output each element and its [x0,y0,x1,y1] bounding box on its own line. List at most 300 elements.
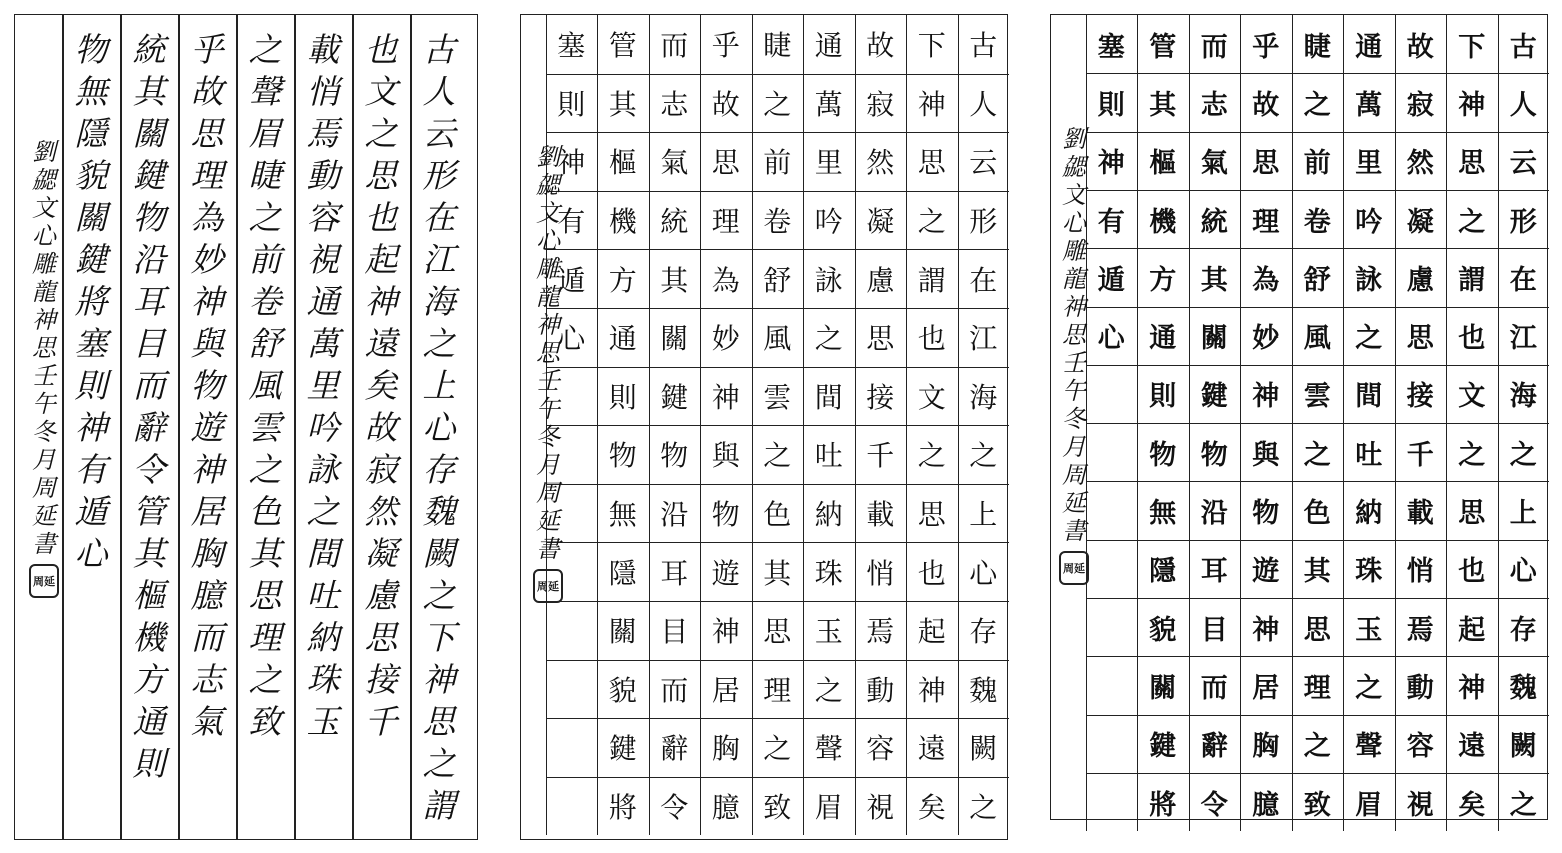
grid-cell: 機 [1149,206,1177,238]
calligraphy-char: 目 [132,324,166,363]
grid-cell: 海 [1509,381,1537,413]
calligraphy-char: 悄 [306,72,340,111]
grid-cell: 神 [917,673,946,707]
grid-cell: 思 [866,322,895,356]
signature-char: 雕 [536,255,560,283]
row-rule [546,718,1010,719]
grid-cell: 物 [711,498,740,532]
row-rule [1086,423,1550,424]
calligraphy-char: 辭 [132,408,166,447]
grid-cell: 致 [1303,789,1331,821]
grid-cell: 之 [1509,439,1537,471]
row-rule [546,660,1010,661]
grid-cell: 貌 [608,673,637,707]
seal-stamp: 周延 [1059,551,1089,585]
grid-cell: 妙 [711,322,740,356]
calligraphy-char: 珠 [306,660,340,699]
grid-cell: 焉 [866,615,895,649]
grid-cell: 載 [1406,498,1434,530]
grid-cell: 耳 [660,556,689,590]
calligraphy-char: 寂 [364,450,398,489]
signature-char: 龍 [536,283,560,311]
column-rule [410,15,412,839]
grid-cell: 之 [763,87,792,121]
grid-cell: 納 [814,498,843,532]
grid-cell: 古 [1509,31,1537,63]
signature-char: 心 [1062,209,1086,237]
grid-cell: 江 [969,322,998,356]
grid-cell: 辭 [660,732,689,766]
calligraphy-char: 載 [306,30,340,69]
calligraphy-char: 乎 [190,30,224,69]
grid-cell: 物 [660,439,689,473]
grid-cell: 視 [1406,789,1434,821]
grid-cell: 管 [1149,31,1177,63]
grid-cell: 納 [1355,498,1383,530]
grid-cell: 悄 [1406,556,1434,588]
calligraphy-char: 闕 [422,534,456,573]
grid-cell: 方 [1149,264,1177,296]
calligraphy-char: 然 [364,492,398,531]
grid-cell: 之 [917,439,946,473]
signature-char: 思 [536,339,560,367]
signature-char: 文 [1062,181,1086,209]
grid-cell [1086,773,1138,831]
grid-cell: 寂 [1406,89,1434,121]
signature-char: 書 [1062,517,1086,545]
row-rule [546,308,1010,309]
calligraphy-char: 關 [74,198,108,237]
calligraphy-char: 接 [364,660,398,699]
signature-char: 冬 [1062,405,1086,433]
calligraphy-char: 耳 [132,282,166,321]
grid-cell: 雲 [763,380,792,414]
calligraphy-char: 思 [422,702,456,741]
calligraphy-char: 下 [422,618,456,657]
text-column [245,30,285,747]
signature-char: 雕 [1062,237,1086,265]
calligraphy-char: 也 [364,30,398,69]
grid-cell [546,777,598,836]
calligraphy-char: 塞 [74,324,108,363]
column-rule [178,15,180,839]
signature-char: 月 [536,451,560,479]
calligraphy-char: 機 [132,618,166,657]
calligraphy-char: 志 [190,660,224,699]
calligraphy-char: 則 [74,366,108,405]
calligraphy-char: 胸 [190,534,224,573]
grid-cell [1086,540,1138,598]
grid-cell: 上 [1509,498,1537,530]
calligraphy-char: 古 [422,30,456,69]
grid-cell: 與 [711,439,740,473]
grid-cell: 起 [1458,614,1486,646]
grid-cell: 氣 [1200,148,1228,180]
grid-cell: 思 [1458,148,1486,180]
column-rule [352,15,354,839]
grid-cell: 居 [711,673,740,707]
row-rule [546,601,1010,602]
grid-cell: 視 [866,791,895,825]
grid-cell: 睫 [763,29,792,63]
signature-char: 壬 [1062,349,1086,377]
grid-cell: 心 [1097,323,1125,355]
grid-cell: 色 [1303,498,1331,530]
grid-cell: 慮 [866,263,895,297]
grid-cell: 而 [660,29,689,63]
grid-cell: 之 [814,673,843,707]
calligraphy-char: 也 [364,198,398,237]
grid-cell: 思 [1252,148,1280,180]
grid-cell: 妙 [1252,323,1280,355]
calligraphy-char: 起 [364,240,398,279]
calligraphy-char: 之 [364,114,398,153]
grid-cell: 志 [1200,89,1228,121]
signature-char: 文 [32,194,56,222]
calligraphy-char: 為 [190,198,224,237]
grid-cell: 目 [1200,614,1228,646]
grid-cell: 遠 [917,732,946,766]
grid-cell: 機 [608,205,637,239]
grid-cell: 焉 [1406,614,1434,646]
grid-cell: 遊 [711,556,740,590]
calligraphy-char: 統 [132,30,166,69]
signature-char: 劉 [1062,125,1086,153]
row-rule [546,777,1010,778]
grid-cell: 樞 [1149,148,1177,180]
calligraphy-char: 思 [190,114,224,153]
grid-cell: 故 [866,29,895,63]
row-rule [1086,656,1550,657]
calligraphy-char: 慮 [364,576,398,615]
grid-cell: 之 [969,791,998,825]
grid-cell: 悄 [866,556,895,590]
calligraphy-char: 視 [306,240,340,279]
grid-cell: 之 [763,439,792,473]
calligraphy-char: 管 [132,492,166,531]
calligraphy-char: 思 [364,156,398,195]
calligraphy-char: 沿 [132,240,166,279]
calligraphy-char: 氣 [190,702,224,741]
calligraphy-char: 文 [364,72,398,111]
grid-cell: 起 [917,615,946,649]
grid-cell: 沿 [1200,498,1228,530]
grid-cell: 思 [763,615,792,649]
grid-cell: 風 [763,322,792,356]
grid-cell: 其 [1303,556,1331,588]
calligraphy-char: 方 [132,660,166,699]
grid-cell: 辭 [1200,731,1228,763]
calligraphy-char: 千 [364,702,398,741]
row-rule [546,542,1010,543]
grid-cell: 人 [1509,89,1537,121]
grid-cell: 云 [969,146,998,180]
grid-cell: 物 [608,439,637,473]
grid-cell: 魏 [969,673,998,707]
signature-char: 書 [536,535,560,563]
row-rule [1086,365,1550,366]
signature-char: 神 [536,311,560,339]
grid-cell: 關 [1149,672,1177,704]
signature-char: 月 [32,446,56,474]
calligraphy-char: 貌 [74,156,108,195]
calligraphy-char: 存 [422,450,456,489]
calligraphy-char: 間 [306,534,340,573]
calligraphy-char: 色 [248,492,282,531]
calligraphy-char: 神 [190,450,224,489]
calligraphy-char: 思 [248,576,282,615]
signature-char: 周 [32,474,56,502]
grid-cell: 色 [763,498,792,532]
grid-cell: 物 [1149,439,1177,471]
grid-cell: 塞 [1097,31,1125,63]
grid-cell: 統 [660,205,689,239]
grid-cell: 致 [763,791,792,825]
grid-cell: 其 [660,263,689,297]
grid-cell: 遊 [1252,556,1280,588]
column-rule [236,15,238,839]
signature-char: 午 [536,395,560,423]
grid-cell: 物 [1252,498,1280,530]
grid-cell: 氣 [660,146,689,180]
grid-cell: 凝 [1406,206,1434,238]
grid-cell: 其 [608,87,637,121]
calligraphy-char: 吐 [306,576,340,615]
grid-cell: 思 [711,146,740,180]
grid-cell: 樞 [608,146,637,180]
calligraphy-char: 吟 [306,408,340,447]
grid-cell: 也 [1458,556,1486,588]
grid-cell: 人 [969,87,998,121]
calligraphy-char: 居 [190,492,224,531]
grid-cell: 魏 [1509,672,1537,704]
calligraphy-char: 凝 [364,534,398,573]
grid-cell: 思 [917,146,946,180]
calligraphy-char: 風 [248,366,282,405]
calligraphy-char: 理 [248,618,282,657]
grid-cell: 而 [1200,672,1228,704]
grid-cell: 也 [1458,323,1486,355]
grid-cell: 間 [814,380,843,414]
grid-cell: 乎 [1252,31,1280,63]
grid-cell: 神 [557,146,586,180]
grid-cell: 容 [1406,731,1434,763]
grid-cell: 神 [711,615,740,649]
grid-cell: 載 [866,498,895,532]
calligraphy-char: 詠 [306,450,340,489]
signature-char: 心 [536,227,560,255]
grid-cell: 慮 [1406,264,1434,296]
grid-cell: 心 [557,322,586,356]
grid-cell: 其 [763,556,792,590]
signature-char: 周 [1062,461,1086,489]
grid-cell [546,601,598,660]
row-rule [1086,540,1550,541]
calligraphy-char: 形 [422,156,456,195]
grid-cell: 吟 [1355,206,1383,238]
grid-cell: 謂 [917,263,946,297]
grid-cell: 之 [814,322,843,356]
regular-script-panel [520,14,1008,840]
grid-cell: 神 [711,380,740,414]
grid-cell: 與 [1252,439,1280,471]
grid-cell: 之 [969,439,998,473]
grid-cell: 為 [1252,264,1280,296]
grid-cell: 下 [917,29,946,63]
grid-cell: 之 [763,732,792,766]
grid-cell: 海 [969,380,998,414]
column-rule [294,15,296,839]
grid-cell: 遁 [1097,264,1125,296]
grid-cell: 令 [660,791,689,825]
grid-cell: 謂 [1458,264,1486,296]
grid-cell: 之 [1355,323,1383,355]
signature [531,145,565,603]
calligraphy-char: 物 [132,198,166,237]
grid-cell: 神 [1252,381,1280,413]
text-column [71,30,111,579]
calligraphy-char: 之 [248,450,282,489]
grid-cell [546,660,598,719]
row-rule [546,425,1010,426]
grid-cell: 之 [1303,89,1331,121]
grid-cell: 眉 [814,791,843,825]
calligraphy-char: 容 [306,198,340,237]
calligraphy-char: 神 [422,660,456,699]
calligraphy-char: 謂 [422,786,456,825]
row-rule [1086,190,1550,191]
grid-cell: 理 [763,673,792,707]
calligraphy-char: 臆 [190,576,224,615]
grid-cell: 關 [660,322,689,356]
grid-cell: 在 [1509,264,1537,296]
grid-cell: 然 [866,146,895,180]
calligraphy-char: 之 [248,30,282,69]
grid-cell: 乎 [711,29,740,63]
calligraphy-char: 之 [306,492,340,531]
grid-cell: 吟 [814,205,843,239]
grid-cell: 令 [1200,789,1228,821]
grid-cell: 容 [866,732,895,766]
grid-cell: 思 [1458,498,1486,530]
grid-cell: 遁 [557,263,586,297]
calligraphy-char: 其 [132,534,166,573]
grid-cell: 寂 [866,87,895,121]
calligraphy-char: 動 [306,156,340,195]
calligraphy-char: 樞 [132,576,166,615]
text-column [303,30,343,747]
grid-cell: 萬 [1355,89,1383,121]
grid-cell: 神 [1252,614,1280,646]
running-script-panel [14,14,478,840]
grid-cell: 通 [608,322,637,356]
calligraphy-char: 之 [248,660,282,699]
grid-cell [1086,481,1138,539]
grid-cell: 也 [917,322,946,356]
signature-char: 雕 [32,250,56,278]
grid-cell: 則 [608,380,637,414]
signature-char: 延 [536,507,560,535]
signature-char: 龍 [32,278,56,306]
grid-cell: 胸 [1252,731,1280,763]
signature-char: 神 [1062,293,1086,321]
row-rule [1086,132,1550,133]
grid-cell: 眉 [1355,789,1383,821]
calligraphy-char: 其 [132,72,166,111]
signature-char: 思 [1062,321,1086,349]
seal-stamp: 周延 [29,564,59,598]
row-rule [1086,73,1550,74]
calligraphy-char: 睫 [248,156,282,195]
calligraphy-char: 通 [132,702,166,741]
signature-char: 午 [32,390,56,418]
signature-char: 冬 [32,418,56,446]
calligraphy-char: 遁 [74,492,108,531]
signature-char: 周 [536,479,560,507]
grid-cell: 神 [1097,148,1125,180]
row-rule [1086,598,1550,599]
row-rule [546,249,1010,250]
calligraphy-char: 矣 [364,366,398,405]
calligraphy-char: 云 [422,114,456,153]
grid-cell: 形 [969,205,998,239]
calligraphy-char: 鍵 [74,240,108,279]
grid-cell: 之 [1303,731,1331,763]
grid-cell: 鍵 [608,732,637,766]
grid-cell: 而 [660,673,689,707]
grid-cell: 文 [917,380,946,414]
grid-cell: 隱 [608,556,637,590]
grid-cell: 矣 [917,791,946,825]
signature-char: 勰 [1062,153,1086,181]
grid-cell: 存 [1509,614,1537,646]
row-rule [546,367,1010,368]
grid-cell: 思 [1406,323,1434,355]
calligraphy-char: 雲 [248,408,282,447]
calligraphy-char: 之 [248,198,282,237]
calligraphy-char: 江 [422,240,456,279]
calligraphy-char: 遠 [364,324,398,363]
grid-cell: 則 [557,87,586,121]
calligraphy-char: 理 [190,156,224,195]
calligraphy-char: 玉 [306,702,340,741]
grid-cell: 則 [1149,381,1177,413]
grid-cell: 理 [1303,672,1331,704]
text-column [129,30,169,789]
calligraphy-char: 無 [74,72,108,111]
calligraphy-char: 之 [422,744,456,783]
calligraphy-char: 之 [422,576,456,615]
calligraphy-char: 之 [422,324,456,363]
grid-cell: 其 [1200,264,1228,296]
calligraphy-char: 物 [74,30,108,69]
calligraphy-char: 神 [190,282,224,321]
grid-cell: 思 [917,498,946,532]
signature-char: 文 [536,199,560,227]
grid-cell: 神 [917,87,946,121]
calligraphy-char: 其 [248,534,282,573]
signature-char: 午 [1062,377,1086,405]
grid-cell: 方 [608,263,637,297]
calligraphy-char: 上 [422,366,456,405]
calligraphy-char: 心 [74,534,108,573]
grid-cell: 目 [660,615,689,649]
grid-cell: 詠 [814,263,843,297]
grid-cell: 吐 [814,439,843,473]
signature [27,140,61,598]
signature-char: 勰 [536,171,560,199]
calligraphy-char: 納 [306,618,340,657]
